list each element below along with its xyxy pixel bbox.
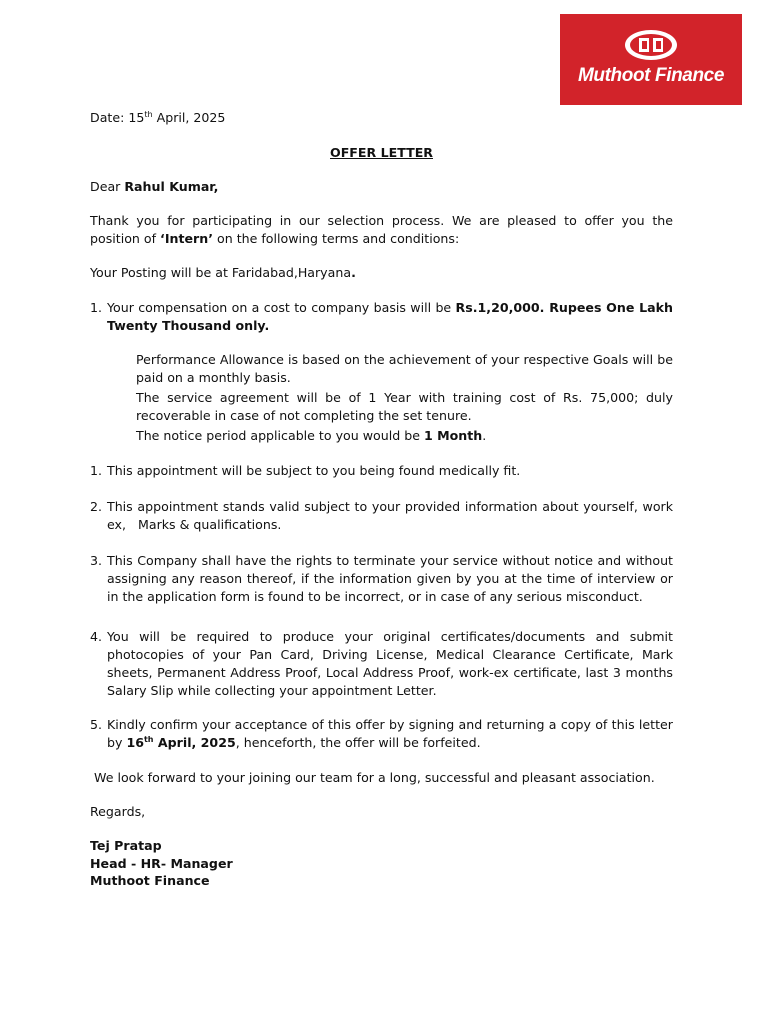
signatory-company: Muthoot Finance <box>90 873 210 888</box>
term-documents-line-3: sheets, Permanent Address Proof, Local Address Proof, work-ex certificate, last 3 months <box>107 665 673 680</box>
intro-text: position of <box>90 231 161 246</box>
list-number: 1. <box>90 300 103 315</box>
letter-title: OFFER LETTER <box>330 145 433 160</box>
term-documents-line-1: You will be required to produce your original certificates/documents and submit <box>107 629 673 644</box>
compensation-amount-words: Twenty Thousand only. <box>107 318 270 333</box>
recipient-name: Rahul Kumar, <box>124 179 219 194</box>
notice-period <box>136 427 486 445</box>
compensation-amount: Rs.1,20,000. Rupees One Lakh <box>455 300 673 315</box>
list-number: 2. <box>90 499 103 514</box>
list-number: 4. <box>90 629 103 644</box>
term-medical-line-1: This appointment will be subject to you being found medically fit. <box>107 463 521 478</box>
salutation <box>90 178 218 196</box>
term-termination-line-1: This Company shall have the rights to terminate your service without notice and without <box>107 553 673 568</box>
acceptance-text-end: , henceforth, the offer will be forfeited. <box>235 735 481 750</box>
compensation-line-2 <box>107 317 269 335</box>
date-superscript: th <box>144 110 153 119</box>
service-agreement-line-1: The service agreement will be of 1 Year with training cost of Rs. 75,000; duly <box>136 390 673 405</box>
intro-line-2 <box>90 230 459 248</box>
signatory-name: Tej Pratap <box>90 838 162 853</box>
service-agreement-line-2: recoverable in case of not completing the set tenure. <box>136 408 472 423</box>
greeting: Dear <box>90 179 125 194</box>
regards: Regards, <box>90 804 146 819</box>
posting-period: . <box>351 265 356 280</box>
closing-statement: We look forward to your joining our team for a long, successful and pleasant association. <box>90 770 655 785</box>
list-number: 3. <box>90 553 103 568</box>
letter-date <box>90 109 225 127</box>
notice-end: . <box>482 428 487 443</box>
acceptance-line-2 <box>107 734 481 752</box>
date-prefix: Date: 15 <box>90 110 145 125</box>
deadline-month-year: April, 2025 <box>153 735 236 750</box>
term-information-line-2: ex, Marks & qualifications. <box>107 517 282 532</box>
deadline-day: 16 <box>126 735 144 750</box>
compensation-text: Your compensation on a cost to company basis will be <box>107 300 456 315</box>
term-termination-line-3: in the application form is found to be incorrect, or in case of any serious misconduct. <box>107 589 643 604</box>
intro-text-end: on the following terms and conditions: <box>213 231 460 246</box>
logo-brand-name: Muthoot Finance <box>578 65 724 86</box>
acceptance-deadline <box>126 735 235 750</box>
deadline-superscript: th <box>143 735 154 744</box>
performance-allowance-line-1: Performance Allowance is based on the achievement of your respective Goals will be <box>136 352 673 367</box>
company-logo <box>560 14 742 105</box>
date-suffix: April, 2025 <box>152 110 226 125</box>
posting-location <box>90 264 356 282</box>
notice-duration: 1 Month <box>423 428 483 443</box>
list-number: 1. <box>90 463 103 478</box>
muthoot-emblem-icon <box>623 29 679 61</box>
term-information-line-1: This appointment stands valid subject to your provided information about yourself, work <box>107 499 673 514</box>
posting-text: Your Posting will be at Faridabad,Haryana <box>90 265 352 280</box>
notice-text: The notice period applicable to you would be <box>136 428 424 443</box>
acceptance-line-1: Kindly confirm your acceptance of this offer by signing and returning a copy of this letter <box>107 717 673 732</box>
term-documents-line-2: photocopies of your Pan Card, Driving License, Medical Clearance Certificate, Mark <box>107 647 673 662</box>
term-termination-line-2: assigning any reason thereof, if the information given by you at the time of interview or <box>107 571 673 586</box>
intro-line-1: Thank you for participating in our selection process. We are pleased to offer you the <box>90 213 673 228</box>
performance-allowance-line-2: paid on a monthly basis. <box>136 370 291 385</box>
term-documents-line-4: Salary Slip while collecting your appointment Letter. <box>107 683 437 698</box>
list-number: 5. <box>90 717 103 732</box>
signatory-designation: Head - HR- Manager <box>90 856 233 871</box>
compensation-line-1 <box>107 299 673 317</box>
offered-role: ‘Intern’ <box>160 231 213 246</box>
acceptance-text: by <box>107 735 127 750</box>
